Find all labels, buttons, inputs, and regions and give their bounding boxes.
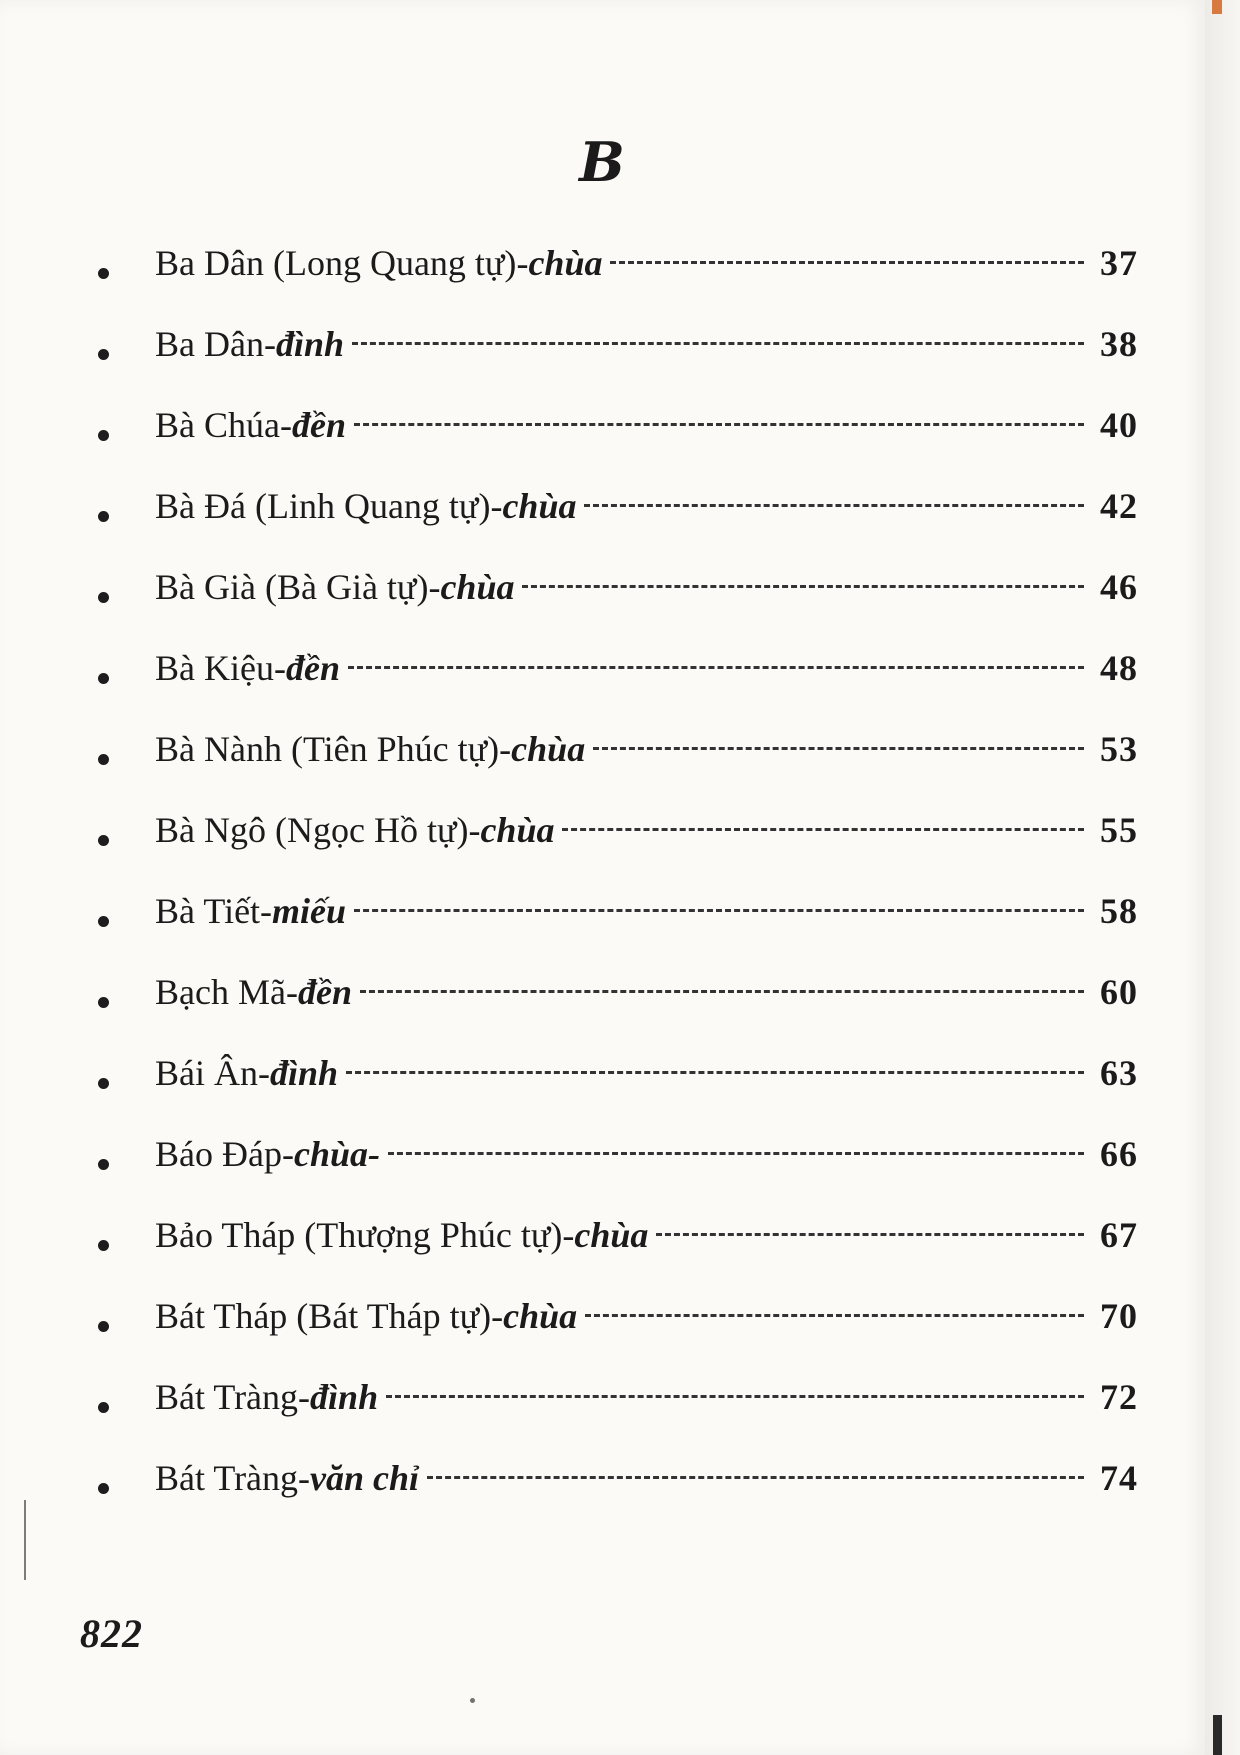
entry-type: đình <box>275 324 345 364</box>
toc-entry <box>98 242 1138 323</box>
bullet <box>98 673 109 684</box>
dot-leader <box>522 585 1084 588</box>
entry-line <box>155 1133 1138 1176</box>
entry-separator: - <box>298 1377 311 1417</box>
entry-separator: - <box>273 648 286 688</box>
dot-leader <box>584 504 1084 507</box>
entry-line <box>155 728 1138 771</box>
toc-entry <box>98 971 1138 1052</box>
entry-title: Bà Ngô (Ngọc Hồ tự) <box>155 810 469 850</box>
bullet <box>98 1321 109 1332</box>
dot-leader <box>354 909 1084 912</box>
entry-line <box>155 566 1138 609</box>
entry-title: Bà Chúa <box>155 405 280 445</box>
bullet <box>98 835 109 846</box>
bullet <box>98 592 109 603</box>
entry-type: đền <box>285 648 340 688</box>
dot-leader <box>585 1314 1084 1317</box>
bullet <box>98 349 109 360</box>
bullet <box>98 430 109 441</box>
entry-separator: - <box>285 972 298 1012</box>
dot-leader <box>352 342 1084 345</box>
entry-page-number: 53 <box>1100 729 1138 769</box>
dot-leader <box>354 423 1084 426</box>
entry-page-number: 48 <box>1100 648 1138 688</box>
bullet <box>98 1483 109 1494</box>
entry-title: Ba Dân (Long Quang tự) <box>155 243 517 283</box>
entry-page-number: 42 <box>1100 486 1138 526</box>
dot-leader <box>562 828 1084 831</box>
bullet <box>98 511 109 522</box>
entry-separator: - <box>298 1458 311 1498</box>
entry-line <box>155 485 1138 528</box>
bullet <box>98 754 109 765</box>
toc-entry <box>98 566 1138 647</box>
bullet <box>98 916 109 927</box>
entry-page-number: 70 <box>1100 1296 1138 1336</box>
entry-line <box>155 323 1138 366</box>
entry-line <box>155 647 1138 690</box>
entry-title: Bảo Tháp (Thượng Phúc tự) <box>155 1215 563 1255</box>
entry-type: đình <box>270 1053 339 1093</box>
entry-page-number: 58 <box>1100 891 1138 931</box>
entry-type: chùa <box>440 567 515 607</box>
entry-type: chùa <box>503 1296 578 1336</box>
dot-leader <box>348 666 1084 669</box>
toc-entry <box>98 323 1138 404</box>
entry-separator: - <box>491 1296 504 1336</box>
dot-leader <box>386 1395 1084 1398</box>
left-margin-mark <box>24 1500 26 1580</box>
entry-type: văn chỉ <box>310 1458 420 1498</box>
toc-entry <box>98 485 1138 566</box>
bullet <box>98 1240 109 1251</box>
entry-page-number: 37 <box>1100 243 1138 283</box>
bullet <box>98 1159 109 1170</box>
entry-separator: - <box>490 486 503 526</box>
toc-entry <box>98 1133 1138 1214</box>
entry-type: chùa- <box>293 1134 380 1174</box>
entry-title: Bái Ân <box>155 1053 258 1093</box>
entry-separator: - <box>281 1134 294 1174</box>
entry-line <box>155 404 1138 447</box>
dot-leader <box>610 261 1084 264</box>
edge-mark-bottom <box>1213 1715 1222 1755</box>
entry-separator: - <box>428 567 441 607</box>
bullet <box>98 268 109 279</box>
entry-page-number: 60 <box>1100 972 1138 1012</box>
entry-separator: - <box>258 1053 270 1093</box>
toc-entry <box>98 1214 1138 1295</box>
entry-type: chùa <box>511 729 586 769</box>
page-number: 822 <box>80 1611 143 1656</box>
entry-separator: - <box>279 405 292 445</box>
entry-title: Bà Nành (Tiên Phúc tự) <box>155 729 500 769</box>
dot-leader <box>346 1071 1084 1074</box>
entry-separator: - <box>499 729 512 769</box>
entry-page-number: 40 <box>1100 405 1138 445</box>
table-of-contents <box>98 242 1138 1538</box>
entry-separator: - <box>516 243 529 283</box>
entry-separator: - <box>260 891 273 931</box>
entry-separator: - <box>562 1215 575 1255</box>
entry-type: đền <box>291 405 346 445</box>
edge-mark-top <box>1212 0 1222 14</box>
entry-title: Bà Đá (Linh Quang tự) <box>155 486 491 526</box>
entry-page-number: 63 <box>1100 1053 1138 1093</box>
entry-line <box>155 1295 1138 1338</box>
dot-leader <box>360 990 1084 993</box>
entry-line <box>155 1376 1138 1419</box>
entry-title: Báo Đáp <box>155 1134 282 1174</box>
entry-title: Bát Tràng <box>155 1377 299 1417</box>
entry-type: miếu <box>272 891 347 931</box>
entry-title: Bát Tràng <box>155 1458 299 1498</box>
entry-title: Ba Dân <box>155 324 264 364</box>
toc-entry <box>98 1052 1138 1133</box>
entry-line <box>155 242 1138 285</box>
entry-title: Bà Già (Bà Già tự) <box>155 567 429 607</box>
scan-speck <box>470 1698 475 1703</box>
entry-line <box>155 809 1138 852</box>
entry-page-number: 46 <box>1100 567 1138 607</box>
entry-line <box>155 1214 1138 1257</box>
bullet <box>98 1078 109 1089</box>
entry-separator: - <box>263 324 276 364</box>
toc-entry <box>98 809 1138 890</box>
entry-type: chùa <box>502 486 577 526</box>
bullet <box>98 997 109 1008</box>
entry-title: Bà Tiết <box>155 891 261 931</box>
entry-type: đền <box>297 972 352 1012</box>
entry-title: Bát Tháp (Bát Tháp tự) <box>155 1296 492 1336</box>
entry-page-number: 66 <box>1100 1134 1138 1174</box>
toc-entry <box>98 404 1138 485</box>
entry-page-number: 72 <box>1100 1377 1138 1417</box>
entry-title: Bà Kiệu <box>155 648 274 688</box>
page-edge <box>1205 0 1240 1755</box>
entry-type: chùa <box>480 810 555 850</box>
entry-line <box>155 1457 1138 1500</box>
entry-page-number: 55 <box>1100 810 1138 850</box>
entry-line <box>155 971 1138 1014</box>
dot-leader <box>593 747 1084 750</box>
entry-type: chùa <box>574 1215 649 1255</box>
section-letter: B <box>579 130 626 194</box>
dot-leader <box>427 1476 1084 1479</box>
entry-type: chùa <box>528 243 603 283</box>
toc-entry <box>98 1376 1138 1457</box>
toc-entry <box>98 728 1138 809</box>
dot-leader <box>388 1152 1084 1155</box>
dot-leader <box>656 1233 1084 1236</box>
entry-page-number: 74 <box>1100 1458 1138 1498</box>
entry-line <box>155 890 1138 933</box>
toc-entry <box>98 1295 1138 1376</box>
entry-line <box>155 1052 1138 1095</box>
toc-entry <box>98 647 1138 728</box>
entry-separator: - <box>468 810 481 850</box>
entry-page-number: 38 <box>1100 324 1138 364</box>
bullet <box>98 1402 109 1413</box>
entry-page-number: 67 <box>1100 1215 1138 1255</box>
entry-title: Bạch Mã <box>155 972 286 1012</box>
toc-entry <box>98 1457 1138 1538</box>
entry-type: đình <box>310 1377 379 1417</box>
toc-entry <box>98 890 1138 971</box>
